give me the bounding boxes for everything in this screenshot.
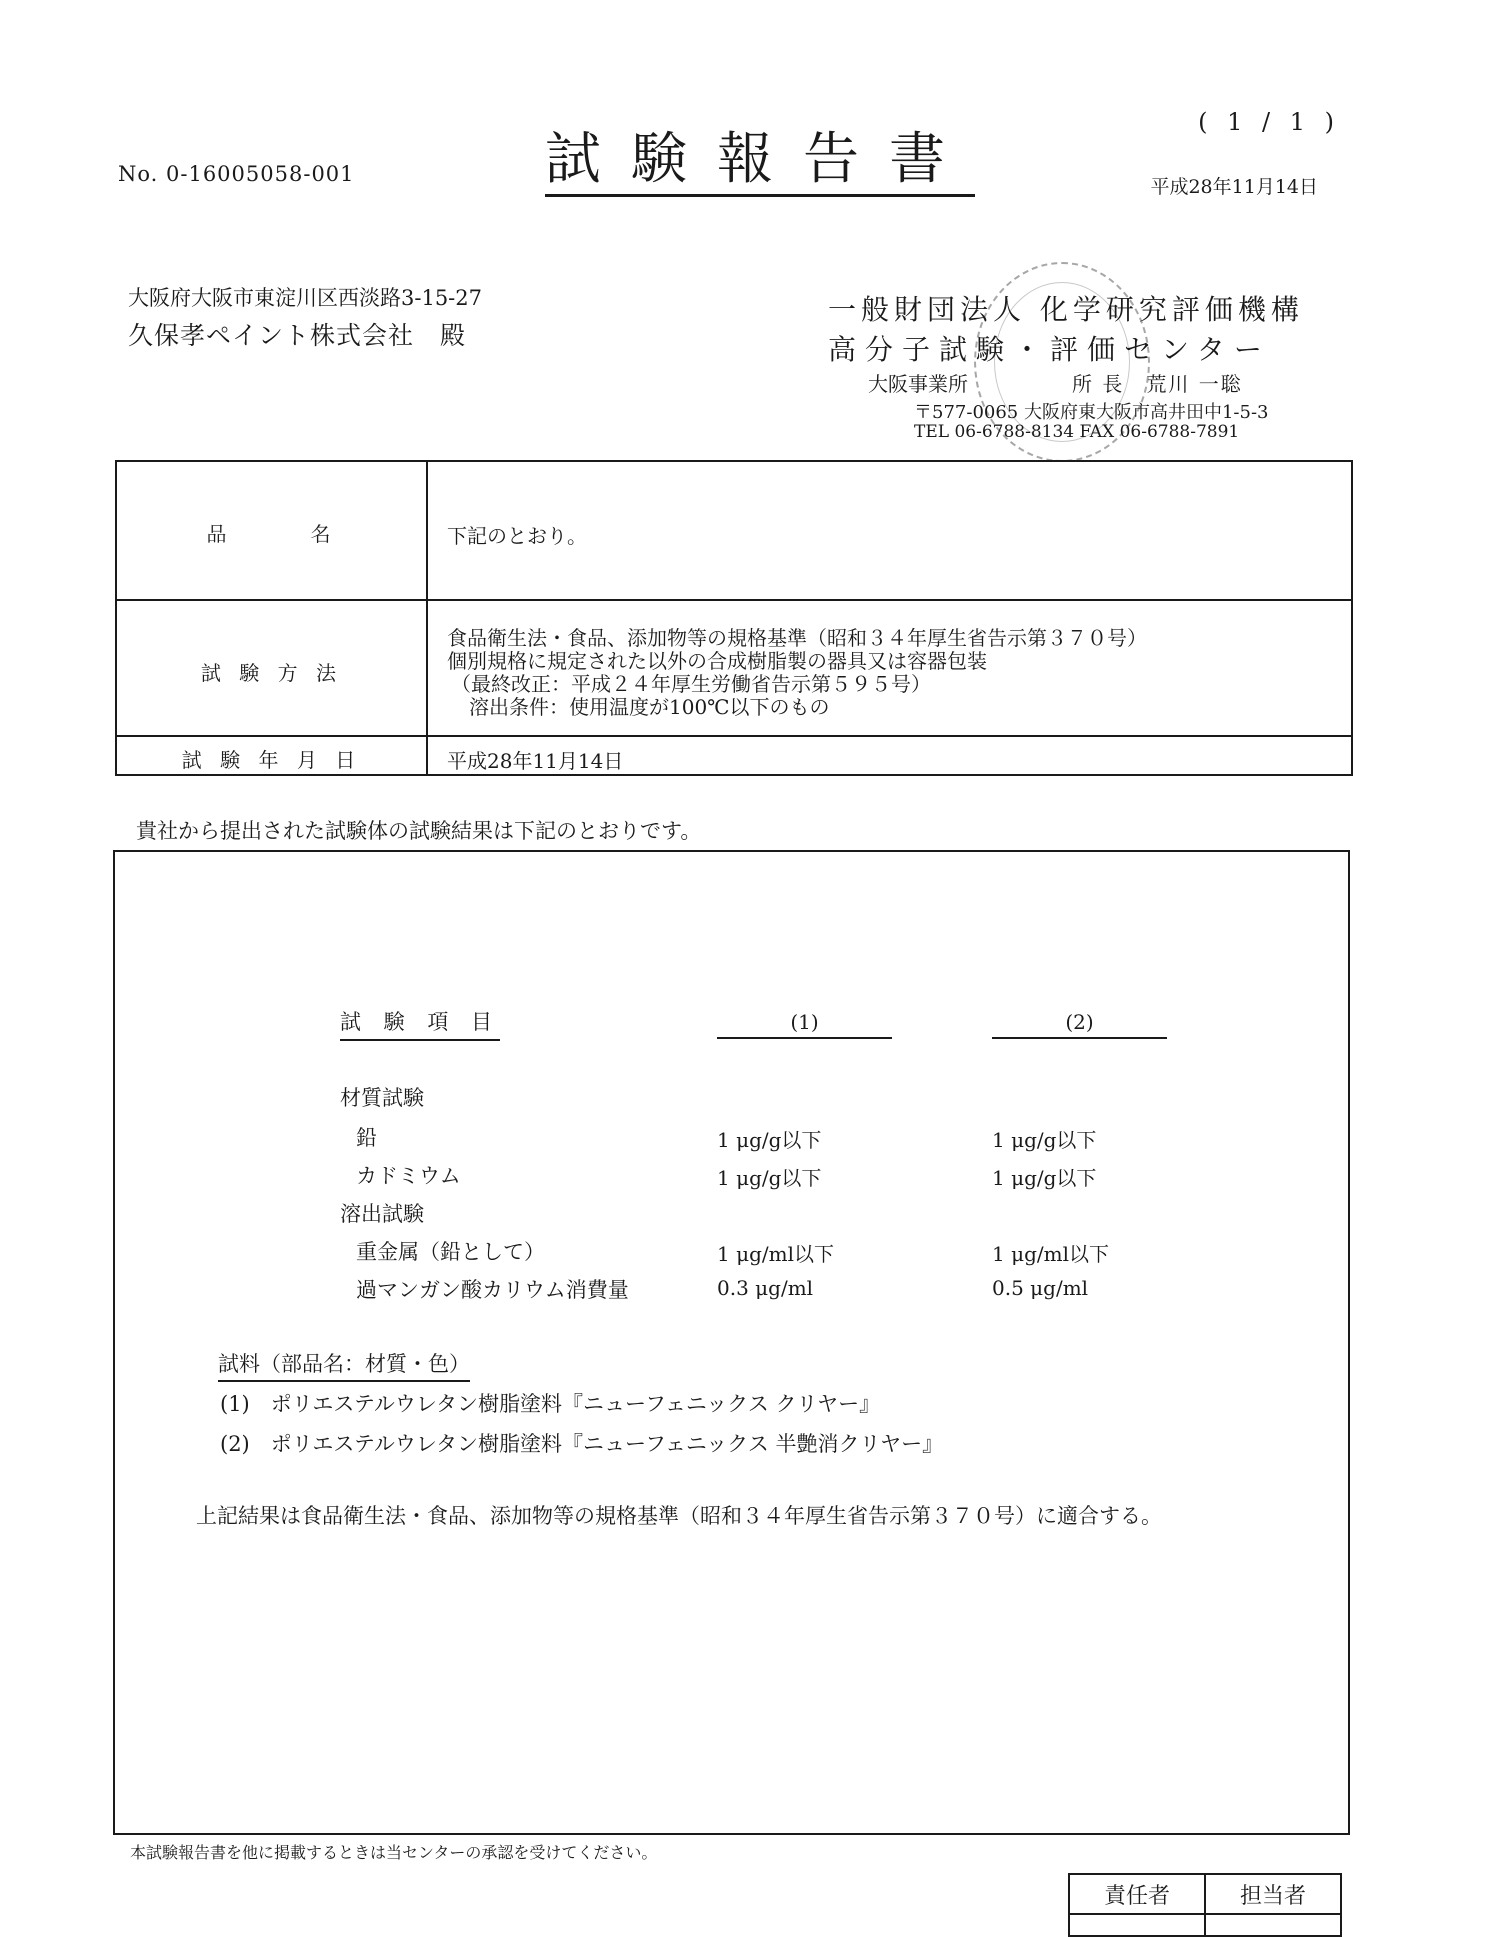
product-name-value: 下記のとおり。 xyxy=(447,524,587,548)
test-method-line: 食品衛生法・食品、添加物等の規格基準（昭和３４年厚生省告示第３７０号） xyxy=(447,626,1147,650)
document-number: No. 0-16005058-001 xyxy=(118,162,355,186)
report-title: 試験報告書 xyxy=(545,128,975,197)
person-in-charge-stamp-cell xyxy=(1205,1914,1341,1936)
approval-table xyxy=(1068,1873,1342,1937)
client-address: 大阪府大阪市東淀川区西淡路3-15-27 xyxy=(128,286,482,310)
result-value: 0.5 μg/ml xyxy=(992,1276,1089,1300)
info-table xyxy=(115,460,1353,776)
issuer-office: 大阪事業所 xyxy=(868,372,968,396)
result-value: 1 μg/ml以下 xyxy=(717,1242,834,1266)
test-method-line: （最終改正：平成２４年厚生労働省告示第５９５号） xyxy=(451,672,931,696)
issuer-director: 所 長 荒川 一聡 xyxy=(1072,372,1243,396)
material-test-heading: 材質試験 xyxy=(340,1086,424,1110)
sample-item: (2) ポリエステルウレタン樹脂塗料『ニューフェニックス 半艶消クリヤー』 xyxy=(220,1432,944,1456)
result-value: 0.3 μg/ml xyxy=(717,1276,814,1300)
test-item-header: 試 験 項 目 xyxy=(340,1006,500,1041)
result-item-lead: 鉛 xyxy=(356,1126,377,1150)
sample-item: (1) ポリエステルウレタン樹脂塗料『ニューフェニックス クリヤー』 xyxy=(220,1392,881,1416)
page-number: ( 1 / 1 ) xyxy=(1198,108,1340,136)
sample-1-header: (1) xyxy=(717,1010,892,1039)
result-value: 1 μg/g以下 xyxy=(992,1166,1097,1190)
result-value: 1 μg/g以下 xyxy=(717,1128,822,1152)
product-name-label: 品 名 xyxy=(206,522,337,546)
footnote: 本試験報告書を他に掲載するときは当センターの承認を受けてください。 xyxy=(130,1843,658,1862)
result-item-kmno4: 過マンガン酸カリウム消費量 xyxy=(356,1278,629,1302)
samples-title: 試料（部品名：材質・色） xyxy=(218,1348,470,1382)
client-name: 久保孝ペイント株式会社 殿 xyxy=(128,321,467,350)
test-method-value xyxy=(447,627,1147,719)
results-intro: 貴社から提出された試験体の試験結果は下記のとおりです。 xyxy=(136,819,702,843)
table-divider xyxy=(117,735,1351,737)
sample-2-header: (2) xyxy=(992,1010,1167,1039)
results-box xyxy=(113,850,1350,1835)
result-value: 1 μg/g以下 xyxy=(992,1128,1097,1152)
table-divider xyxy=(117,599,1351,601)
issuer-postal-address: 〒577-0065 大阪府東大阪市高井田中1-5-3 xyxy=(914,402,1269,423)
issuer-phone-fax: TEL 06-6788-8134 FAX 06-6788-7891 xyxy=(914,422,1240,442)
issuer-organization: 一般財団法人 化学研究評価機構 xyxy=(828,293,1304,326)
result-item-cadmium: カドミウム xyxy=(356,1164,461,1188)
conclusion: 上記結果は食品衛生法・食品、添加物等の規格基準（昭和３４年厚生省告示第３７０号）に適合する。 xyxy=(196,1504,1162,1528)
result-value: 1 μg/g以下 xyxy=(717,1166,822,1190)
test-method-label: 試 験 方 法 xyxy=(200,661,343,685)
person-in-charge-label: 担当者 xyxy=(1205,1874,1341,1914)
test-method-line: 溶出条件：使用温度が100℃以下のもの xyxy=(469,695,830,719)
issue-date: 平成28年11月14日 xyxy=(1150,176,1318,198)
result-value: 1 μg/ml以下 xyxy=(992,1242,1109,1266)
test-method-line: 個別規格に規定された以外の合成樹脂製の器具又は容器包装 xyxy=(447,649,987,673)
issuer-center: 高分子試験・評価センター xyxy=(828,333,1271,366)
result-item-heavy-metals: 重金属（鉛として） xyxy=(356,1240,545,1264)
responsible-label: 責任者 xyxy=(1069,1874,1205,1914)
responsible-stamp-cell xyxy=(1069,1914,1205,1936)
test-date-value: 平成28年11月14日 xyxy=(447,749,624,773)
table-divider xyxy=(426,462,428,774)
elution-test-heading: 溶出試験 xyxy=(340,1202,424,1226)
test-date-label: 試 験 年 月 日 xyxy=(181,748,362,772)
